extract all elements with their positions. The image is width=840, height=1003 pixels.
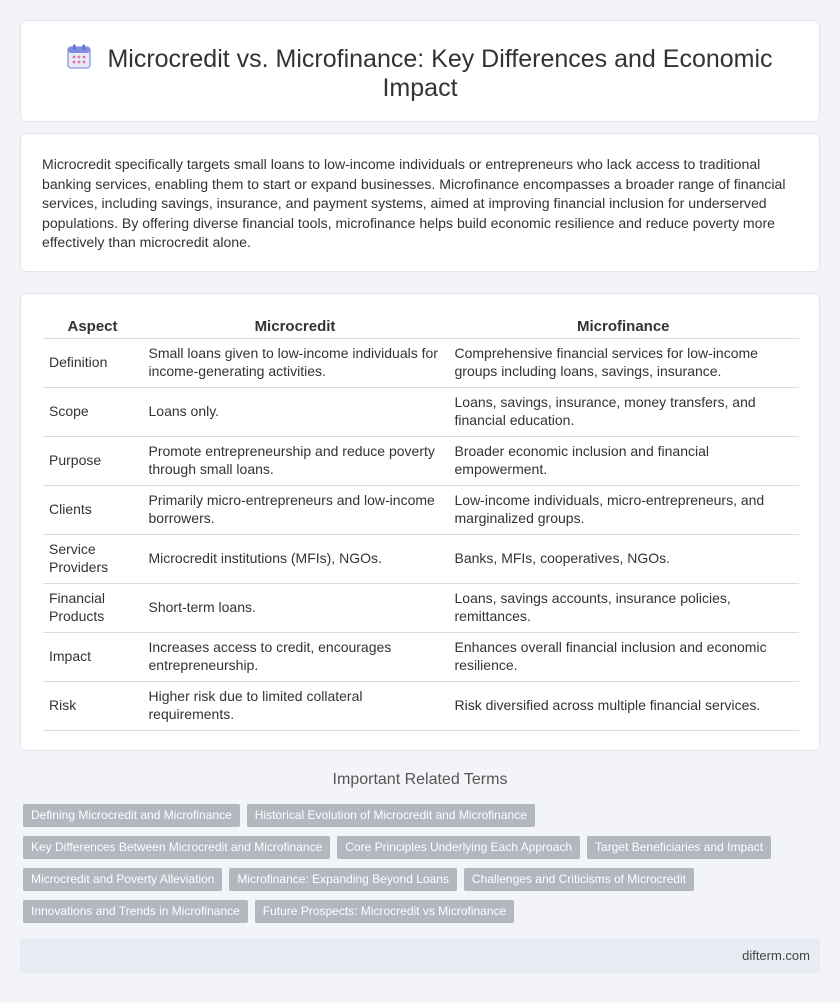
comparison-table bbox=[43, 316, 799, 731]
page-title bbox=[61, 44, 779, 103]
header-card bbox=[20, 20, 820, 122]
row-microfinance: Loans, savings accounts, insurance policies, remittances. bbox=[448, 583, 799, 632]
row-microcredit: Higher risk due to limited collateral requirements. bbox=[142, 681, 448, 730]
related-term-tag[interactable]: Core Principles Underlying Each Approach bbox=[337, 836, 580, 859]
calendar-icon bbox=[67, 44, 91, 70]
row-microcredit: Promote entrepreneurship and reduce poverty through small loans. bbox=[142, 436, 448, 485]
footer-site-link[interactable]: difterm.com bbox=[742, 948, 810, 963]
table-row bbox=[43, 338, 799, 387]
row-microcredit: Short-term loans. bbox=[142, 583, 448, 632]
row-aspect: Financial Products bbox=[43, 583, 142, 632]
related-term-tag[interactable]: Challenges and Criticisms of Microcredit bbox=[464, 868, 694, 891]
related-term-tag[interactable]: Future Prospects: Microcredit vs Microfinance bbox=[255, 900, 514, 923]
table-row bbox=[43, 387, 799, 436]
table-row bbox=[43, 436, 799, 485]
table-header-row bbox=[43, 316, 799, 338]
table-row bbox=[43, 583, 799, 632]
intro-text: Microcredit specifically targets small loans to low-income individuals or entrepreneurs who lack access to traditional banking services, enabling them to start or expand businesses. Microfinance encompasses a broader range of financial services, including savings, insurance, and payment systems, aimed at improving financial inclusion for underserved populations. By offering diverse financial tools, microfinance helps build economic resilience and reduce poverty more effectively than microcredit alone. bbox=[42, 156, 786, 251]
row-microfinance: Banks, MFIs, cooperatives, NGOs. bbox=[448, 534, 799, 583]
related-term-tag[interactable]: Target Beneficiaries and Impact bbox=[587, 836, 771, 859]
header-microcredit: Microcredit bbox=[142, 316, 448, 338]
row-aspect: Risk bbox=[43, 681, 142, 730]
row-aspect: Impact bbox=[43, 632, 142, 681]
row-aspect: Clients bbox=[43, 485, 142, 534]
related-term-tag[interactable]: Defining Microcredit and Microfinance bbox=[23, 804, 240, 827]
table-card bbox=[20, 293, 820, 751]
row-microfinance: Loans, savings, insurance, money transfers, and financial education. bbox=[448, 387, 799, 436]
row-microcredit: Microcredit institutions (MFIs), NGOs. bbox=[142, 534, 448, 583]
table-row bbox=[43, 485, 799, 534]
row-microfinance: Enhances overall financial inclusion and economic resilience. bbox=[448, 632, 799, 681]
footer bbox=[20, 938, 820, 973]
row-microfinance: Low-income individuals, micro-entrepreneurs, and marginalized groups. bbox=[448, 485, 799, 534]
page-title-text: Microcredit vs. Microfinance: Key Differences and Economic Impact bbox=[107, 45, 773, 102]
row-aspect: Service Providers bbox=[43, 534, 142, 583]
table-row bbox=[43, 681, 799, 730]
row-aspect: Definition bbox=[43, 338, 142, 387]
intro-card bbox=[20, 133, 820, 272]
table-row bbox=[43, 632, 799, 681]
related-terms-list bbox=[23, 804, 803, 923]
header-microfinance: Microfinance bbox=[448, 316, 799, 338]
row-microcredit: Increases access to credit, encourages entrepreneurship. bbox=[142, 632, 448, 681]
row-microfinance: Comprehensive financial services for low-income groups including loans, savings, insurance. bbox=[448, 338, 799, 387]
row-microfinance: Risk diversified across multiple financial services. bbox=[448, 681, 799, 730]
related-term-tag[interactable]: Innovations and Trends in Microfinance bbox=[23, 900, 248, 923]
title-wrap bbox=[61, 44, 779, 103]
related-term-tag[interactable]: Microcredit and Poverty Alleviation bbox=[23, 868, 222, 891]
header-aspect: Aspect bbox=[43, 316, 142, 338]
row-microfinance: Broader economic inclusion and financial empowerment. bbox=[448, 436, 799, 485]
row-microcredit: Loans only. bbox=[142, 387, 448, 436]
row-microcredit: Primarily micro-entrepreneurs and low-income borrowers. bbox=[142, 485, 448, 534]
table-row bbox=[43, 534, 799, 583]
row-microcredit: Small loans given to low-income individuals for income-generating activities. bbox=[142, 338, 448, 387]
row-aspect: Scope bbox=[43, 387, 142, 436]
related-term-tag[interactable]: Microfinance: Expanding Beyond Loans bbox=[229, 868, 456, 891]
row-aspect: Purpose bbox=[43, 436, 142, 485]
related-term-tag[interactable]: Key Differences Between Microcredit and Microfinance bbox=[23, 836, 330, 859]
related-term-tag[interactable]: Historical Evolution of Microcredit and Microfinance bbox=[247, 804, 535, 827]
related-terms-title: Important Related Terms bbox=[332, 771, 508, 788]
